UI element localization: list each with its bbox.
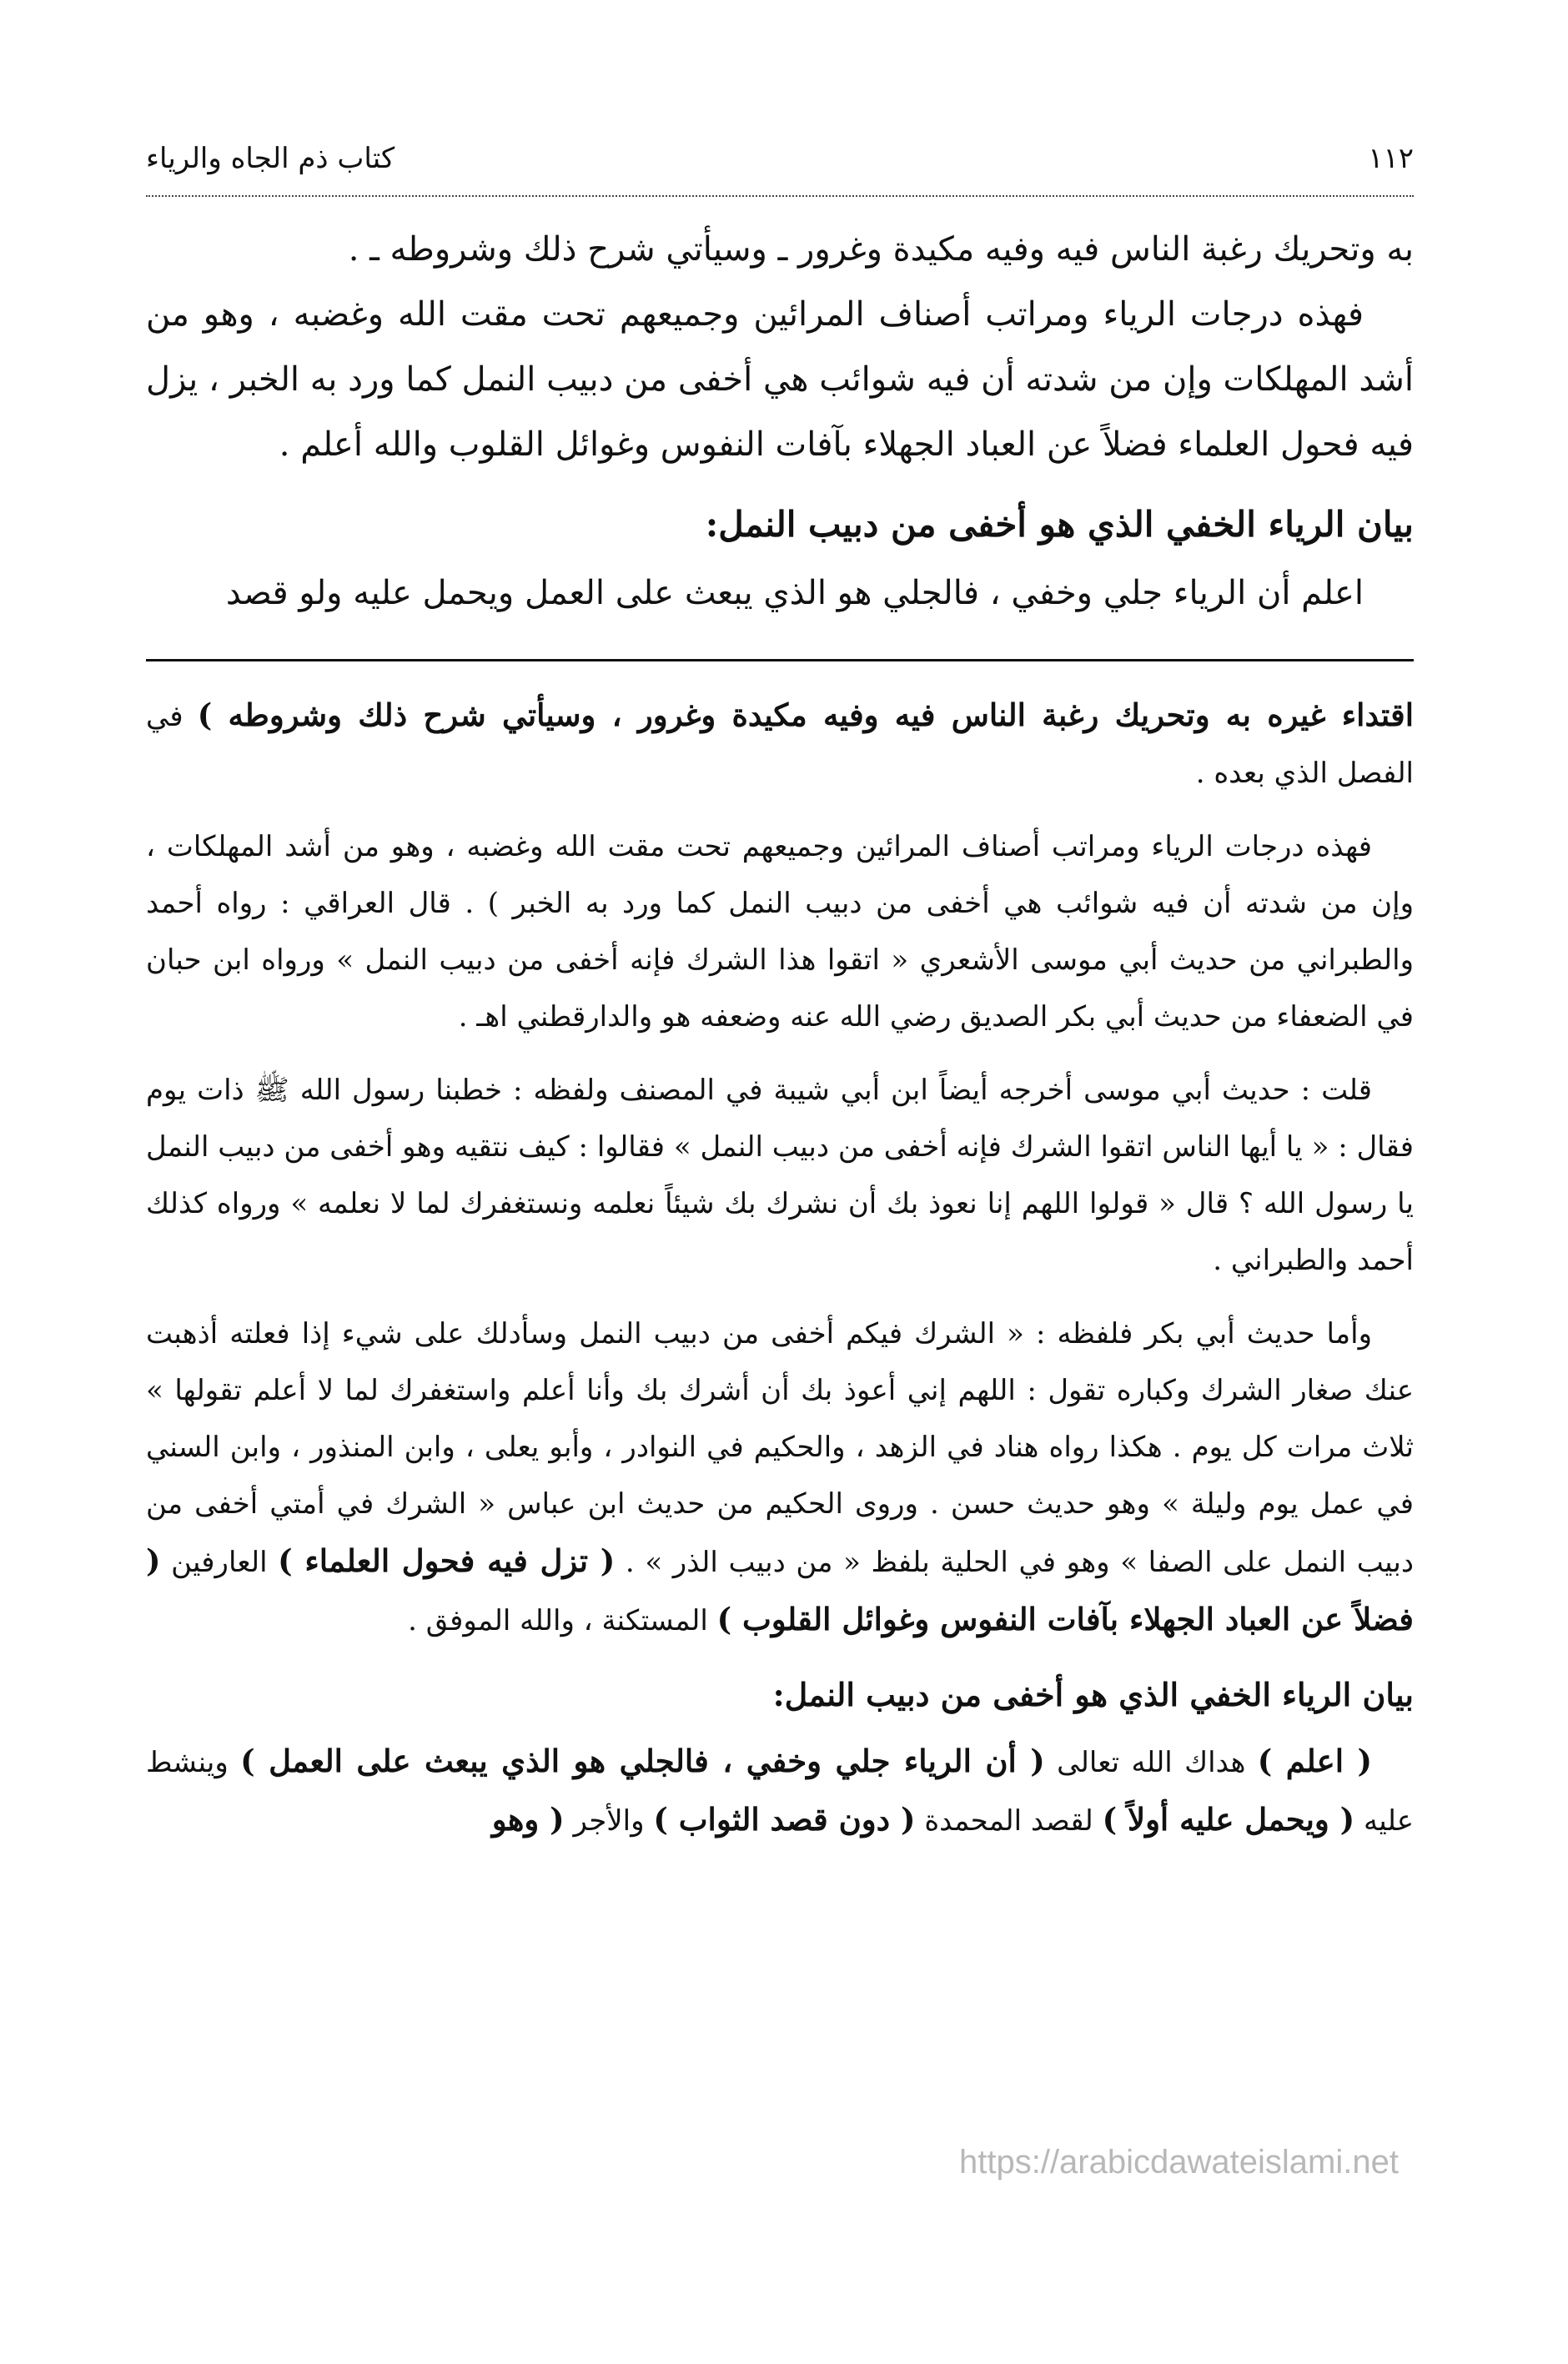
sharh-text: وينشط عليه [146,1746,1414,1838]
sharh-bold-quote: ( دون قصد الثواب ) [653,1801,916,1838]
sharh-bold-quote: ( اعلم ) [1257,1743,1372,1779]
sharh-paragraph-2: فهذه درجات الرياء ومراتب أصناف المرائين وجميعهم تحت مقت الله وغضبه ، وهو من أشد المهلكات ، وإن من شدته أن فيه شوائب هي أخفى من دبيب النمل كما ورد به الخبر ) . قال العراقي : رواه أحمد والطبراني من حديث أبي موسى الأشعري « اتقوا هذا الشرك فإنه أخفى من دبيب النمل » ورواه ابن حبان في الضعفاء من حديث أبي بكر الصديق رضي الله عنه وضعفه هو والدارقطني اهـ . [146,830,1414,1034]
matn-paragraph-2: فهذه درجات الرياء ومراتب أصناف المرائين وجميعهم تحت مقت الله وغضبه ، وهو من أشد المهلكات وإن من شدته أن فيه شوائب هي أخفى من دبيب النمل كما ورد به الخبر ، يزل فيه فحول العلماء فضلاً عن العباد الجهلاء بآفات النفوس وغوائل القلوب والله أعلم . [146,295,1415,464]
sharh-text: لقصد المحمدة [915,1804,1103,1838]
sharh-paragraph-3: قلت : حديث أبي موسى أخرجه أيضاً ابن أبي شيبة في المصنف ولفظه : خطبنا رسول الله ﷺ ذات يوم فقال : « يا أيها الناس اتقوا الشرك فإنه أخفى من دبيب النمل » فقالوا : كيف نتقيه وهو أخفى من دبيب النمل يا رسول الله ؟ قال « قولوا اللهم إنا نعوذ بك أن نشرك بك شيئاً نعلمه ونستغفرك لما لا نعلمه » ورواه كذلك أحمد والطبراني . [146,1074,1414,1277]
sharh-paragraph-4 [146,1305,1414,1649]
page-number: ١١٢ [1368,142,1414,175]
sharh-bold-quote: اقتداء غيره به وتحريك رغبة الناس فيه وفيه مكيدة وغرور ، وسيأتي شرح ذلك وشروطه ) [197,697,1414,733]
book-page [146,142,1414,1866]
sharh-bold-quote: ( ويحمل عليه أولاً ) [1102,1801,1355,1838]
running-header [146,142,1414,197]
sharh-text: والأجر [564,1804,654,1838]
sharh-section-heading: بيان الرياء الخفي الذي هو أخفى من دبيب النمل: [772,1676,1414,1713]
sharh-bold-quote: ( فضلاً عن العباد الجهلاء بآفات النفوس وغوائل القلوب ) [146,1542,1414,1637]
section-heading: بيان الرياء الخفي الذي هو أخفى من دبيب النمل: [705,504,1414,545]
sharh-text: العارفين [160,1546,279,1579]
separator-rule [146,659,1414,661]
watermark-url: https://arabicdawateislami.net [959,2144,1399,2180]
commentary-text [146,687,1414,1849]
sharh-text: هداك الله تعالى [1044,1746,1258,1779]
sharh-paragraph-5 [146,1733,1414,1849]
book-title: كتاب ذم الجاه والرياء [146,142,395,175]
main-text [146,217,1414,626]
sharh-bold-quote: ( أن الرياء جلي وخفي ، فالجلي هو الذي يبعث على العمل ) [240,1743,1045,1779]
sharh-bold-quote: ( تزل فيه فحول العلماء ) [278,1542,616,1579]
sharh-text: في الفصل الذي بعده . [146,700,1414,790]
sharh-text: المستكنة ، والله الموفق . [408,1604,717,1637]
sharh-paragraph-1 [146,687,1414,802]
matn-paragraph-3: اعلم أن الرياء جلي وخفي ، فالجلي هو الذي يبعث على العمل ويحمل عليه ولو قصد [225,574,1364,612]
matn-paragraph-1: به وتحريك رغبة الناس فيه وفيه مكيدة وغرور ـ وسيأتي شرح ذلك وشروطه ـ . [348,230,1414,269]
sharh-text: وأما حديث أبي بكر فلفظه : « الشرك فيكم أخفى من دبيب النمل وسأدلك على شيء إذا فعلته أذهبت عنك صغار الشرك وكباره تقول : اللهم إني أعوذ بك أن أشرك بك وأنا أعلم واستغفرك لما لا أعلم تقولها » ثلاث مرات كل يوم . هكذا رواه هناد في الزهد ، والحكيم في النوادر ، وأبو يعلى ، وابن المنذور ، وابن السني في عمل يوم وليلة » وهو حديث حسن . وروى الحكيم من حديث ابن عباس « الشرك في أمتي أخفى من دبيب النمل على الصفا » وهو في الحلية بلفظ « من دبيب الذر » . [146,1317,1415,1579]
sharh-bold-quote: ( وهو [491,1801,565,1838]
